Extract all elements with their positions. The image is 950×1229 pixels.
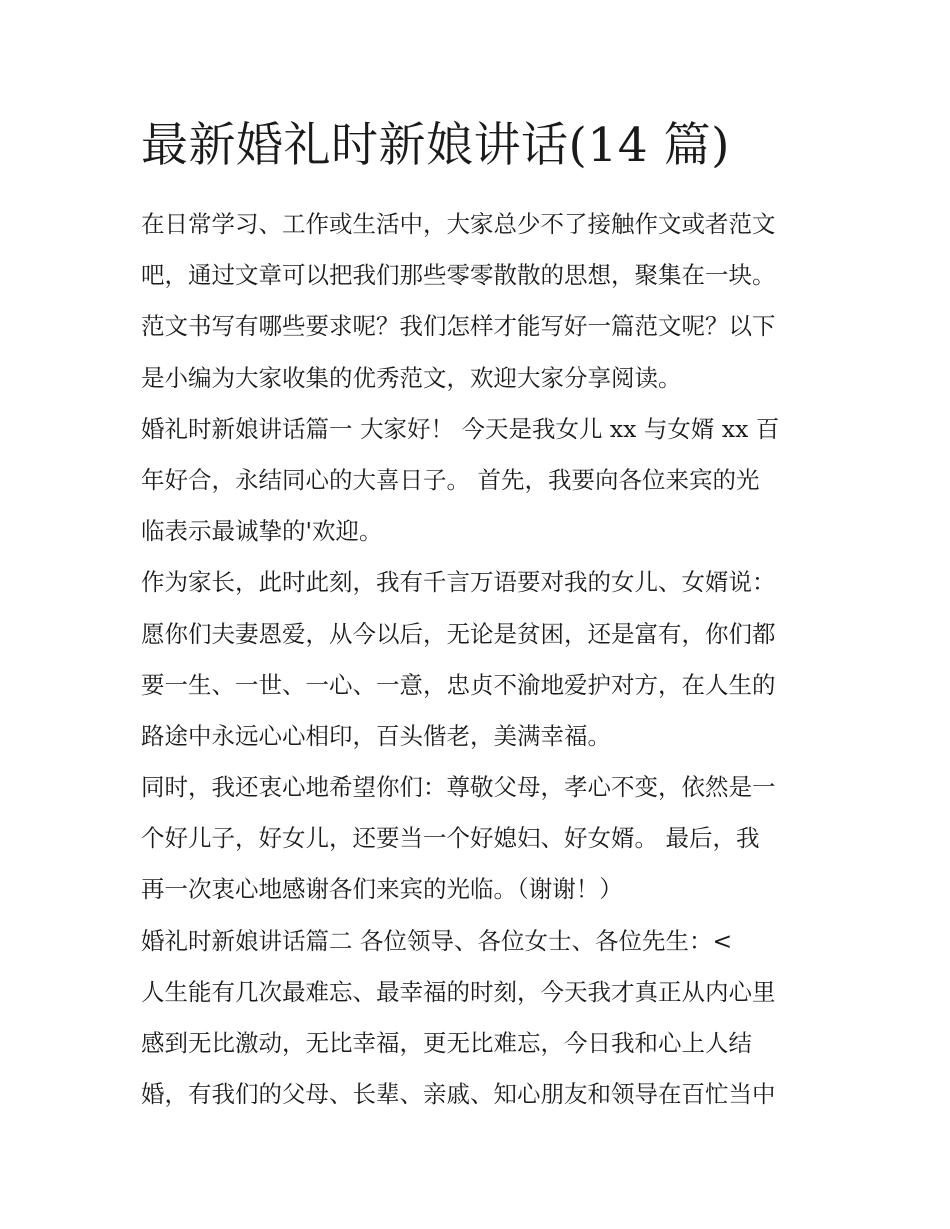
body-line-6: 年好合，永结同心的大喜日子。 首先，我要向各位来宾的光 [141,465,760,494]
body-line-18: 婚，有我们的父母、长辈、亲戚、知心朋友和领导在百忙当中 [141,1080,776,1109]
body-line-14: 再一次衷心地感谢各们来宾的光临。（谢谢！） [141,875,623,904]
body-line-4: 是小编为大家收集的优秀范文，欢迎大家分享阅读。 [141,363,682,392]
body-line-1: 在日常学习、工作或生活中，大家总少不了接触作文或者范文 [141,210,776,238]
body-line-8: 作为家长，此时此刻，我有千言万语要对我的女儿、女婿说： [141,568,776,597]
body-line-16: 人生能有几次最难忘、最幸福的时刻，今天我才真正从内心里 [141,977,776,1006]
body-line-3: 范文书写有哪些要求呢？我们怎样才能写好一篇范文呢？以下 [141,312,776,341]
body-line-11: 路途中永远心心相印，百头偕老，美满幸福。 [141,721,611,750]
body-line-12: 同时，我还衷心地希望你们：尊敬父母，孝心不变，依然是一 [141,773,776,802]
document-title: 最新婚礼时新娘讲话(14 篇) [141,118,730,173]
body-line-7: 临表示最诚挚的'欢迎。 [141,517,383,546]
body-line-17: 感到无比激动，无比幸福，更无比难忘，今日我和心上人结 [141,1029,752,1057]
body-line-15: 婚礼时新娘讲话篇二 各位领导、各位女士、各位先生：< [141,926,733,955]
body-line-5: 婚礼时新娘讲话篇一 大家好！ 今天是我女儿 xx 与女婿 xx 百 [141,414,780,443]
body-line-2: 吧，通过文章可以把我们那些零零散散的思想，聚集在一块。 [141,261,776,290]
body-line-9: 愿你们夫妻恩爱，从今以后，无论是贫困，还是富有，你们都 [141,619,776,648]
body-line-10: 要一生、一世、一心、一意，忠贞不渝地爱护对方，在人生的 [141,670,776,699]
document-body [141,199,813,1120]
body-line-13: 个好儿子，好女儿，还要当一个好媳妇、好女婿。 最后，我 [141,824,760,853]
